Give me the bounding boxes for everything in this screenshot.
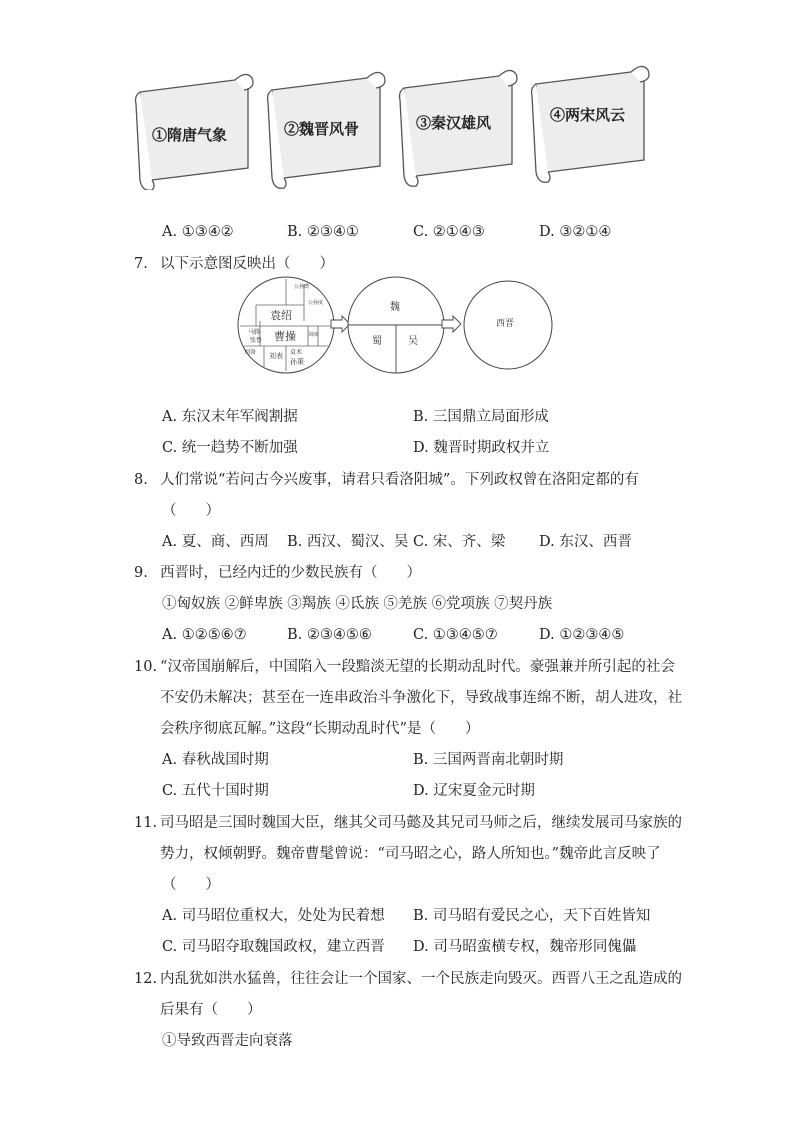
q9-option-d[interactable]: D. ①②③④⑤ [539, 627, 625, 643]
q8-option-d[interactable]: D. 东汉、西晋 [539, 534, 632, 550]
scroll-3-label: ③秦汉雄风 [416, 114, 492, 132]
q9-number: 9. [134, 565, 148, 581]
map-label-xijin: 西晋 [496, 319, 515, 329]
scroll-4-label: ④两宋风云 [550, 106, 626, 124]
q12-item-1: ①导致西晋走向衰落 [162, 1033, 293, 1049]
arrow-icon [442, 316, 461, 332]
q7-stem: 以下示意图反映出（ ） [160, 256, 334, 272]
q11-stem-paren: （ ） [162, 877, 220, 893]
map-label-liuzhang: 刘璋 [308, 332, 319, 338]
q7-option-d[interactable]: D. 魏晋时期政权并立 [413, 440, 550, 456]
q10-stem-line1: “汉帝国崩解后，中国陷入一段黯淡无望的长期动乱时代。豪强兼并所引起的社会 [160, 659, 675, 675]
q11-option-d[interactable]: D. 司马昭蛮横专权，魏帝形同傀儡 [413, 939, 637, 955]
q8-stem-paren: （ ） [162, 503, 220, 519]
q10-number: 10. [134, 659, 158, 675]
map-label-wu: 吴 [408, 336, 418, 347]
q7-option-b[interactable]: B. 三国鼎立局面形成 [413, 409, 549, 425]
q11-option-b[interactable]: B. 司马昭有爱民之心，天下百姓皆知 [413, 908, 651, 924]
map-label-gongsunzan: 公孙瓒 [294, 284, 310, 290]
q10-stem-line3: 会秩序彻底瓦解。”这段“长期动乱时代”是（ ） [160, 721, 480, 737]
scroll-1-label: ①隋唐气象 [152, 126, 228, 144]
scroll-2-label: ②魏晋风骨 [284, 120, 360, 138]
q7-number: 7. [134, 256, 148, 272]
q6-option-b[interactable]: B. ②③④① [287, 224, 359, 240]
map-label-sunce: 孙策 [290, 358, 304, 366]
q6-option-d[interactable]: D. ③②①④ [539, 224, 612, 240]
map-label-yuanshu: 袁术 [290, 349, 303, 356]
q8-option-a[interactable]: A. 夏、商、西周 [162, 534, 269, 550]
q12-stem-line1: 内乱犹如洪水猛兽，往往会让一个国家、一个民族走向毁灭。西晋八王之乱造成的 [160, 971, 682, 987]
q11-stem-line2: 势力，权倾朝野。魏帝曹髦曾说：“司马昭之心，路人所知也。”魏帝此言反映了 [160, 846, 661, 862]
q10-option-d[interactable]: D. 辽宋夏金元时期 [413, 783, 535, 799]
scroll-4 [532, 66, 650, 182]
q10-option-a[interactable]: A. 春秋战国时期 [162, 752, 269, 768]
q8-option-b[interactable]: B. 西汉、蜀汉、吴 [287, 534, 409, 550]
q11-number: 11. [134, 815, 158, 831]
q8-option-c[interactable]: C. 宋、齐、梁 [413, 534, 506, 550]
map-label-zhanglu: 张鲁 [250, 337, 263, 344]
q11-stem-line1: 司马昭是三国时魏国大臣，继其父司马懿及其兄司马师之后，继续发展司马家族的 [160, 815, 682, 831]
q9-stem: 西晋时，已经内迁的少数民族有（ ） [160, 565, 421, 581]
q8-number: 8. [134, 472, 148, 488]
warlord-map [238, 277, 334, 373]
q11-option-a[interactable]: A. 司马昭位重权大，处处为民着想 [162, 908, 385, 924]
western-jin-map [464, 281, 552, 369]
q9-option-b[interactable]: B. ②③④⑤⑥ [287, 627, 372, 643]
q9-items: ①匈奴族 ②鲜卑族 ③羯族 ④氐族 ⑤羌族 ⑥党项族 ⑦契丹族 [162, 596, 553, 612]
q10-option-b[interactable]: B. 三国两晋南北朝时期 [413, 752, 564, 768]
q6-option-a[interactable]: A. ①③④② [162, 224, 234, 240]
q11-option-c[interactable]: C. 司马昭夺取魏国政权，建立西晋 [162, 939, 385, 955]
q9-option-a[interactable]: A. ①②⑤⑥⑦ [162, 627, 247, 643]
q7-diagram [236, 276, 566, 378]
three-kingdoms-map [348, 277, 444, 373]
q10-stem-line2: 不安仍未解决；甚至在一连串政治斗争激化下，导致战事连绵不断，胡人进攻，社 [160, 690, 682, 706]
map-label-liubiao: 刘表 [269, 352, 283, 360]
map-label-wei: 魏 [390, 302, 400, 313]
q7-option-a[interactable]: A. 东汉末年军阀割据 [162, 409, 298, 425]
map-label-liubei: 刘备 [244, 349, 257, 356]
q6-option-c[interactable]: C. ②①④③ [413, 224, 485, 240]
scroll-images [130, 60, 670, 190]
q12-stem-line2: 后果有（ ） [160, 1002, 262, 1018]
q7-option-c[interactable]: C. 统一趋势不断加强 [162, 440, 298, 456]
scroll-3 [400, 70, 518, 186]
q12-number: 12. [134, 971, 158, 987]
map-label-shu: 蜀 [372, 336, 382, 347]
map-label-mateng: 马腾 [248, 329, 261, 336]
map-label-caocao: 曹操 [274, 330, 296, 343]
scroll-1 [136, 74, 254, 190]
scroll-2 [268, 72, 386, 188]
q9-option-c[interactable]: C. ①③④⑤⑦ [413, 627, 498, 643]
q8-stem: 人们常说“若问古今兴废事，请君只看洛阳城”。下列政权曾在洛阳定都的有 [160, 472, 639, 488]
q10-option-c[interactable]: C. 五代十国时期 [162, 783, 269, 799]
map-label-yuanshao: 袁绍 [270, 309, 292, 322]
map-label-gongsundu: 公孙度 [308, 300, 324, 306]
